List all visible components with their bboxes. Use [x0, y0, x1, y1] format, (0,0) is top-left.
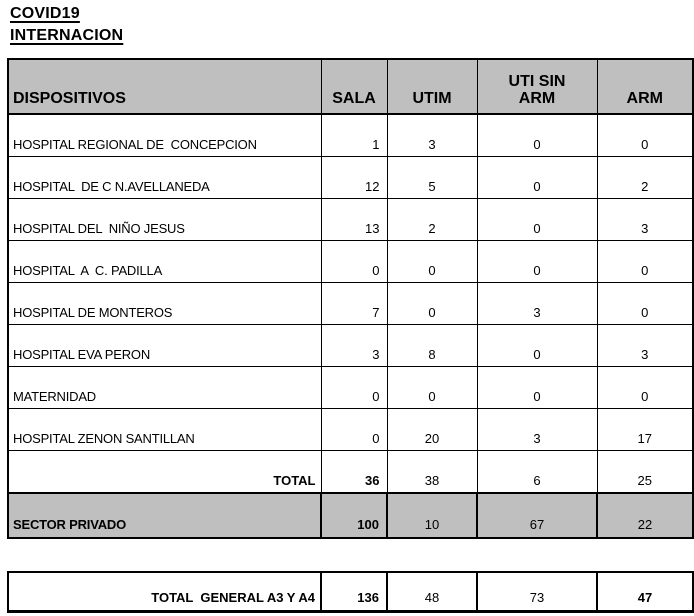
sector-privado-uti-sin-arm-cell: 67: [477, 493, 597, 538]
hospital-row: [8, 367, 693, 409]
document-title: [10, 3, 123, 47]
total-row: [8, 451, 693, 494]
arm-value-cell: 0: [597, 367, 693, 409]
hospital-name-cell: HOSPITAL DE MONTEROS: [8, 283, 321, 325]
utim-value-cell: 0: [387, 367, 477, 409]
uti-sin-arm-value-cell: 3: [477, 283, 597, 325]
uti-sin-arm-value-cell: 0: [477, 325, 597, 367]
hospital-row: [8, 409, 693, 451]
uti-sin-arm-value-cell: 0: [477, 157, 597, 199]
hospital-row: [8, 199, 693, 241]
column-header-sala: SALA: [321, 59, 387, 114]
column-header-uti-sin-arm: [477, 59, 597, 114]
arm-value-cell: 0: [597, 283, 693, 325]
hospital-name-cell: MATERNIDAD: [8, 367, 321, 409]
total-general-label-cell: TOTAL GENERAL A3 Y A4: [8, 572, 321, 612]
utim-value-cell: 8: [387, 325, 477, 367]
uti-sin-arm-value-cell: 0: [477, 199, 597, 241]
sala-value-cell: 7: [321, 283, 387, 325]
hospital-row: [8, 283, 693, 325]
header-row: [8, 59, 693, 114]
utim-value-cell: 5: [387, 157, 477, 199]
utim-value-cell: 2: [387, 199, 477, 241]
uti-sin-arm-value-cell: 0: [477, 114, 597, 157]
utim-value-cell: 0: [387, 283, 477, 325]
uti-sin-arm-value-cell: 3: [477, 409, 597, 451]
hospital-row: [8, 325, 693, 367]
total-uti-sin-arm-cell: 6: [477, 451, 597, 494]
sala-value-cell: 0: [321, 409, 387, 451]
uti-sin-arm-value-cell: 0: [477, 241, 597, 283]
arm-value-cell: 3: [597, 325, 693, 367]
utim-value-cell: 20: [387, 409, 477, 451]
utim-value-cell: 3: [387, 114, 477, 157]
sector-privado-utim-cell: 10: [387, 493, 477, 538]
sector-privado-arm-cell: 22: [597, 493, 693, 538]
sector-privado-label-cell: SECTOR PRIVADO: [8, 493, 321, 538]
total-general-table: [7, 571, 694, 613]
uti-sin-arm-value-cell: 0: [477, 367, 597, 409]
total-label-cell: TOTAL: [8, 451, 321, 494]
total-sala-cell: 36: [321, 451, 387, 494]
sala-value-cell: 12: [321, 157, 387, 199]
total-general-utim-cell: 48: [387, 572, 477, 612]
sector-privado-sala-cell: 100: [321, 493, 387, 538]
total-general-uti-sin-arm-cell: 73: [477, 572, 597, 612]
hospital-name-cell: HOSPITAL REGIONAL DE CONCEPCION: [8, 114, 321, 157]
hospital-name-cell: HOSPITAL DEL NIÑO JESUS: [8, 199, 321, 241]
sala-value-cell: 13: [321, 199, 387, 241]
total-general-row: [8, 572, 693, 612]
arm-value-cell: 2: [597, 157, 693, 199]
total-general-sala-cell: 136: [321, 572, 387, 612]
hospital-name-cell: HOSPITAL EVA PERON: [8, 325, 321, 367]
title-internacion: INTERNACION: [10, 27, 124, 44]
hospital-name-cell: HOSPITAL ZENON SANTILLAN: [8, 409, 321, 451]
total-general-arm-cell: 47: [597, 572, 693, 612]
hospital-name-cell: HOSPITAL DE C N.AVELLANEDA: [8, 157, 321, 199]
hospital-row: [8, 241, 693, 283]
total-utim-cell: 38: [387, 451, 477, 494]
sala-value-cell: 0: [321, 241, 387, 283]
title-covid19: COVID19: [10, 5, 80, 22]
column-header-utim: UTIM: [387, 59, 477, 114]
sala-value-cell: 0: [321, 367, 387, 409]
arm-value-cell: 0: [597, 241, 693, 283]
hospital-row: [8, 157, 693, 199]
arm-value-cell: 17: [597, 409, 693, 451]
column-header-uti-sin-arm-label: UTI SIN ARM: [508, 73, 566, 107]
arm-value-cell: 0: [597, 114, 693, 157]
hospital-row: [8, 114, 693, 157]
total-arm-cell: 25: [597, 451, 693, 494]
sector-privado-row: [8, 493, 693, 538]
sala-value-cell: 1: [321, 114, 387, 157]
sector-privado-table: [7, 492, 694, 539]
utim-value-cell: 0: [387, 241, 477, 283]
arm-value-cell: 3: [597, 199, 693, 241]
column-header-arm: ARM: [597, 59, 693, 114]
hospital-name-cell: HOSPITAL A C. PADILLA: [8, 241, 321, 283]
internacion-table: [7, 58, 694, 494]
column-header-dispositivos: DISPOSITIVOS: [8, 59, 321, 114]
sala-value-cell: 3: [321, 325, 387, 367]
